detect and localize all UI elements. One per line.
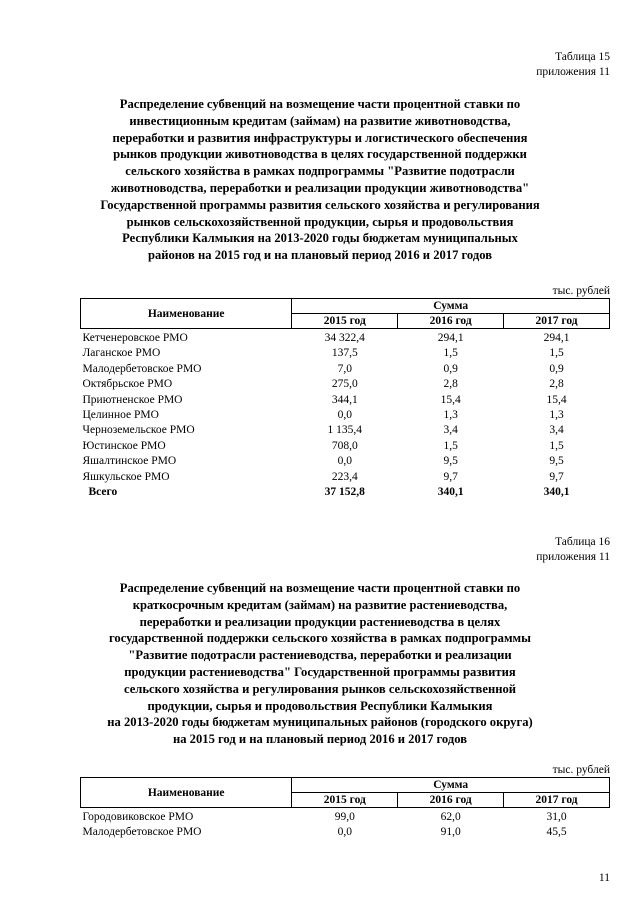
row-value: 275,0 <box>331 378 358 391</box>
page-number: 11 <box>598 872 610 884</box>
row-value: 1,5 <box>549 439 564 452</box>
column-header-year: 2017 год <box>504 793 610 808</box>
title-line: Распределение субвенций на возмещение части процентной ставки по <box>119 97 521 111</box>
row-value: 1,5 <box>443 439 458 452</box>
table15-ref-line: Таблица 15 <box>555 51 610 63</box>
row-value: 0,0 <box>337 455 352 468</box>
row-name: Кетченеровское РМО <box>82 332 188 344</box>
row-value: 708,0 <box>331 439 358 452</box>
table-row <box>81 393 610 408</box>
row-value: 1,5 <box>443 347 458 360</box>
title-line: животноводства, переработки и реализации продукции животноводства" <box>110 180 530 195</box>
title-line: Государственной программы развития сельского хозяйства и регулирования <box>100 197 540 212</box>
row-value: 1 135,4 <box>327 424 363 437</box>
title-line: Республики Калмыкия на 2013-2020 годы бюджетам муниципальных <box>122 231 518 246</box>
title-line: сельского хозяйства и регулирования рынков сельскохозяйственной <box>123 681 517 696</box>
table16-ref-line: приложения 11 <box>536 551 610 563</box>
row-name: Приютненское РМО <box>82 393 183 406</box>
table-row <box>81 808 610 826</box>
row-value: 9,5 <box>443 455 458 468</box>
title-line: районов на 2015 год и на плановый период 2016 и 2017 годов <box>147 248 493 263</box>
row-name: Яшалтинское РМО <box>82 455 177 468</box>
table15-ref-line: приложения 11 <box>536 66 610 78</box>
row-value: 137,5 <box>331 347 358 360</box>
row-value: 31,0 <box>546 811 567 823</box>
table16-unit: тыс. рублей <box>552 764 610 776</box>
title-line: продукции растениеводства" Государственной программы развития <box>124 664 516 679</box>
table15-unit: тыс. рублей <box>552 285 610 297</box>
row-value: 1,3 <box>443 409 458 422</box>
title-line: Распределение субвенций на возмещение части процентной ставки по <box>119 581 521 595</box>
row-value: 45,5 <box>546 826 567 839</box>
table-row <box>81 408 610 423</box>
row-value: 223,4 <box>331 470 358 483</box>
row-value: 34 322,4 <box>324 332 365 344</box>
row-value: 15,4 <box>440 393 461 406</box>
column-header-year: 2016 год <box>398 793 504 808</box>
table-row <box>81 454 610 469</box>
row-name: Целинное РМО <box>82 409 159 422</box>
title-line: сельского хозяйства в рамках подпрограммы "Развитие подотрасли <box>125 164 515 179</box>
table-total-row <box>81 485 610 500</box>
row-value: 9,7 <box>443 470 458 483</box>
total-value: 37 152,8 <box>324 486 365 499</box>
row-name: Лаганское РМО <box>82 347 161 360</box>
row-value: 99,0 <box>334 811 355 823</box>
row-value: 2,8 <box>549 378 564 391</box>
row-name: Юстинское РМО <box>82 439 166 452</box>
row-value: 0,0 <box>337 409 352 422</box>
row-value: 3,4 <box>443 424 458 437</box>
title-line: переработки и развития инфраструктуры и логистического обеспечения <box>112 130 528 145</box>
title-line: продукции, сырья и продовольствия Республики Калмыкия <box>147 698 493 713</box>
row-value: 7,0 <box>337 362 352 375</box>
title-line: государственной поддержки сельского хозяйства в рамках подпрограммы <box>109 631 531 646</box>
row-name: Городовиковское РМО <box>82 811 194 823</box>
table-row <box>81 423 610 438</box>
column-header-year: 2015 год <box>292 793 398 808</box>
title-line: переработки и реализации продукции растениеводства в целях <box>139 614 501 629</box>
row-name: Яшкульское РМО <box>82 470 170 483</box>
row-value: 9,7 <box>549 470 564 483</box>
column-header-year: 2017 год <box>504 314 610 329</box>
title-line: инвестиционным кредитам (займам) на развитие животноводства, <box>129 113 511 128</box>
table15-reference <box>536 50 610 80</box>
table-row <box>81 439 610 454</box>
row-value: 2,8 <box>443 378 458 391</box>
column-header-sum: Сумма <box>292 778 610 793</box>
table-row <box>81 362 610 377</box>
title-line: рынков продукции животноводства в целях государственной поддержки <box>113 147 527 162</box>
title-line: на 2013-2020 годы бюджетам муниципальных районов (городского округа) <box>107 715 533 730</box>
row-name: Черноземельское РМО <box>82 424 195 437</box>
row-name: Октябрьское РМО <box>82 378 173 391</box>
title-line: рынков сельскохозяйственной продукции, сырья и продовольствия <box>126 214 514 229</box>
row-value: 294,1 <box>543 332 570 344</box>
row-value: 9,5 <box>549 455 564 468</box>
row-name: Малодербетовское РМО <box>82 362 202 375</box>
table-row <box>81 329 610 347</box>
column-header-name: Наименование <box>81 778 292 808</box>
table-row <box>81 825 610 840</box>
table16-reference <box>536 535 610 565</box>
table-row <box>81 377 610 392</box>
table15-title <box>70 96 570 264</box>
row-value: 0,9 <box>549 362 564 375</box>
table16-ref-line: Таблица 16 <box>555 536 610 548</box>
row-value: 294,1 <box>437 332 464 344</box>
title-line: краткосрочным кредитам (займам) на развитие растениеводства, <box>132 597 508 612</box>
total-label: Всего <box>88 486 118 499</box>
row-value: 0,9 <box>443 362 458 375</box>
row-value: 1,3 <box>549 409 564 422</box>
table15 <box>80 298 610 500</box>
table16 <box>80 777 610 841</box>
column-header-year: 2016 год <box>398 314 504 329</box>
column-header-sum: Сумма <box>292 299 610 314</box>
title-line: "Развитие подотрасли растениеводства, переработки и реализации <box>128 648 512 663</box>
row-value: 1,5 <box>549 347 564 360</box>
row-value: 3,4 <box>549 424 564 437</box>
row-value: 62,0 <box>440 811 461 823</box>
table-row <box>81 470 610 485</box>
total-value: 340,1 <box>437 486 464 499</box>
table16-title <box>70 580 570 748</box>
row-value: 15,4 <box>546 393 567 406</box>
row-value: 344,1 <box>331 393 358 406</box>
row-value: 91,0 <box>440 826 461 839</box>
column-header-year: 2015 год <box>292 314 398 329</box>
total-value: 340,1 <box>543 486 570 499</box>
row-value: 0,0 <box>337 826 352 839</box>
table-row <box>81 346 610 361</box>
row-name: Малодербетовское РМО <box>82 826 202 839</box>
title-line: на 2015 год и на плановый период 2016 и 2017 годов <box>172 732 468 747</box>
column-header-name: Наименование <box>81 299 292 329</box>
